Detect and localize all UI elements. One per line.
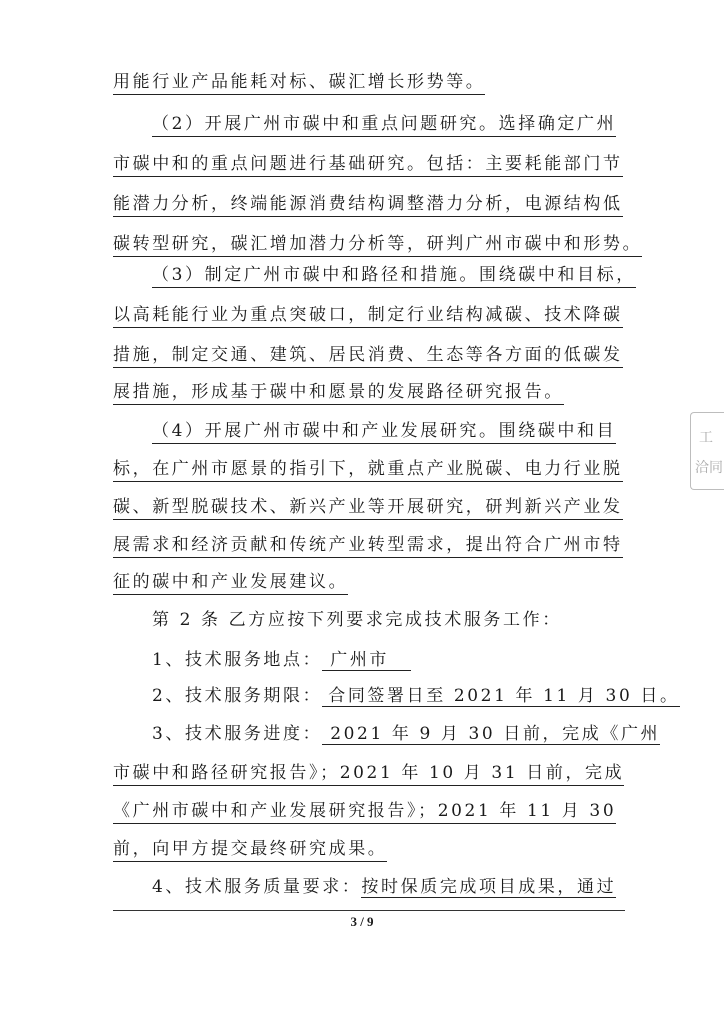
- seal-text-1: 工: [699, 430, 713, 446]
- text-line-1: 用能行业产品能耗对标、碳汇增长形势等。: [113, 70, 485, 95]
- text-line-12: 碳、新型脱碳技术、新兴产业等开展研究，研判新兴产业发: [113, 495, 623, 520]
- page-number: 3 / 9: [350, 914, 374, 929]
- item-3: [152, 722, 660, 746]
- text-line-11: 标，在广州市愿景的指引下，就重点产业脱碳、电力行业脱: [113, 457, 623, 482]
- item-2: [152, 684, 680, 708]
- text-line-4: 能潜力分析，终端能源消费结构调整潜力分析，电源结构低: [113, 192, 623, 217]
- item-3-value-line-4: 前，向甲方提交最终研究成果。: [113, 837, 387, 862]
- item-2-value: 合同签署日至 2021 年 11 月 30 日。: [322, 686, 679, 707]
- text-line-5: 碳转型研究，碳汇增加潜力分析等，研判广州市碳中和形势。: [113, 232, 642, 257]
- item-4: [152, 875, 616, 899]
- text-line-10: （4）开展广州市碳中和产业发展研究。围绕碳中和目: [152, 419, 616, 444]
- text-line-2: （2）开展广州市碳中和重点问题研究。选择确定广州: [152, 112, 616, 137]
- item-3-value-line-1: 2021 年 9 月 30 日前，完成《广州: [322, 724, 660, 745]
- text-line-7: 以高耗能行业为重点突破口，制定行业结构减碳、技术降碳: [113, 303, 623, 328]
- item-3-value-line-3: 《广州市碳中和产业发展研究报告》；2021 年 11 月 30: [113, 799, 616, 824]
- item-2-label: 2、技术服务期限：: [152, 686, 323, 706]
- partial-seal: [690, 412, 724, 490]
- item-1-value: 广州市: [322, 650, 411, 671]
- item-4-label: 4、技术服务质量要求：: [152, 877, 362, 897]
- text-line-6: （3）制定广州市碳中和路径和措施。围绕碳中和目标，: [152, 263, 636, 288]
- item-1-label: 1、技术服务地点：: [152, 650, 323, 670]
- item-3-value-line-2: 市碳中和路径研究报告》；2021 年 10 月 31 日前，完成: [113, 761, 624, 786]
- text-line-3: 市碳中和的重点问题进行基础研究。包括：主要耗能部门节: [113, 152, 623, 177]
- seal-text-2: 洽同: [695, 460, 723, 476]
- item-1: [152, 648, 411, 672]
- text-line-8: 措施，制定交通、建筑、居民消费、生态等各方面的低碳发: [113, 343, 623, 368]
- article-2-heading: 第 2 条 乙方应按下列要求完成技术服务工作：: [152, 610, 562, 630]
- text-line-14: 征的碳中和产业发展建议。: [113, 570, 348, 595]
- item-3-label: 3、技术服务进度：: [152, 724, 323, 744]
- text-line-9: 展措施，形成基于碳中和愿景的发展路径研究报告。: [113, 380, 564, 405]
- footer-rule: [113, 910, 625, 911]
- item-4-value: 按时保质完成项目成果，通过: [361, 877, 617, 897]
- text-line-13: 展需求和经济贡献和传统产业转型需求，提出符合广州市特: [113, 533, 623, 558]
